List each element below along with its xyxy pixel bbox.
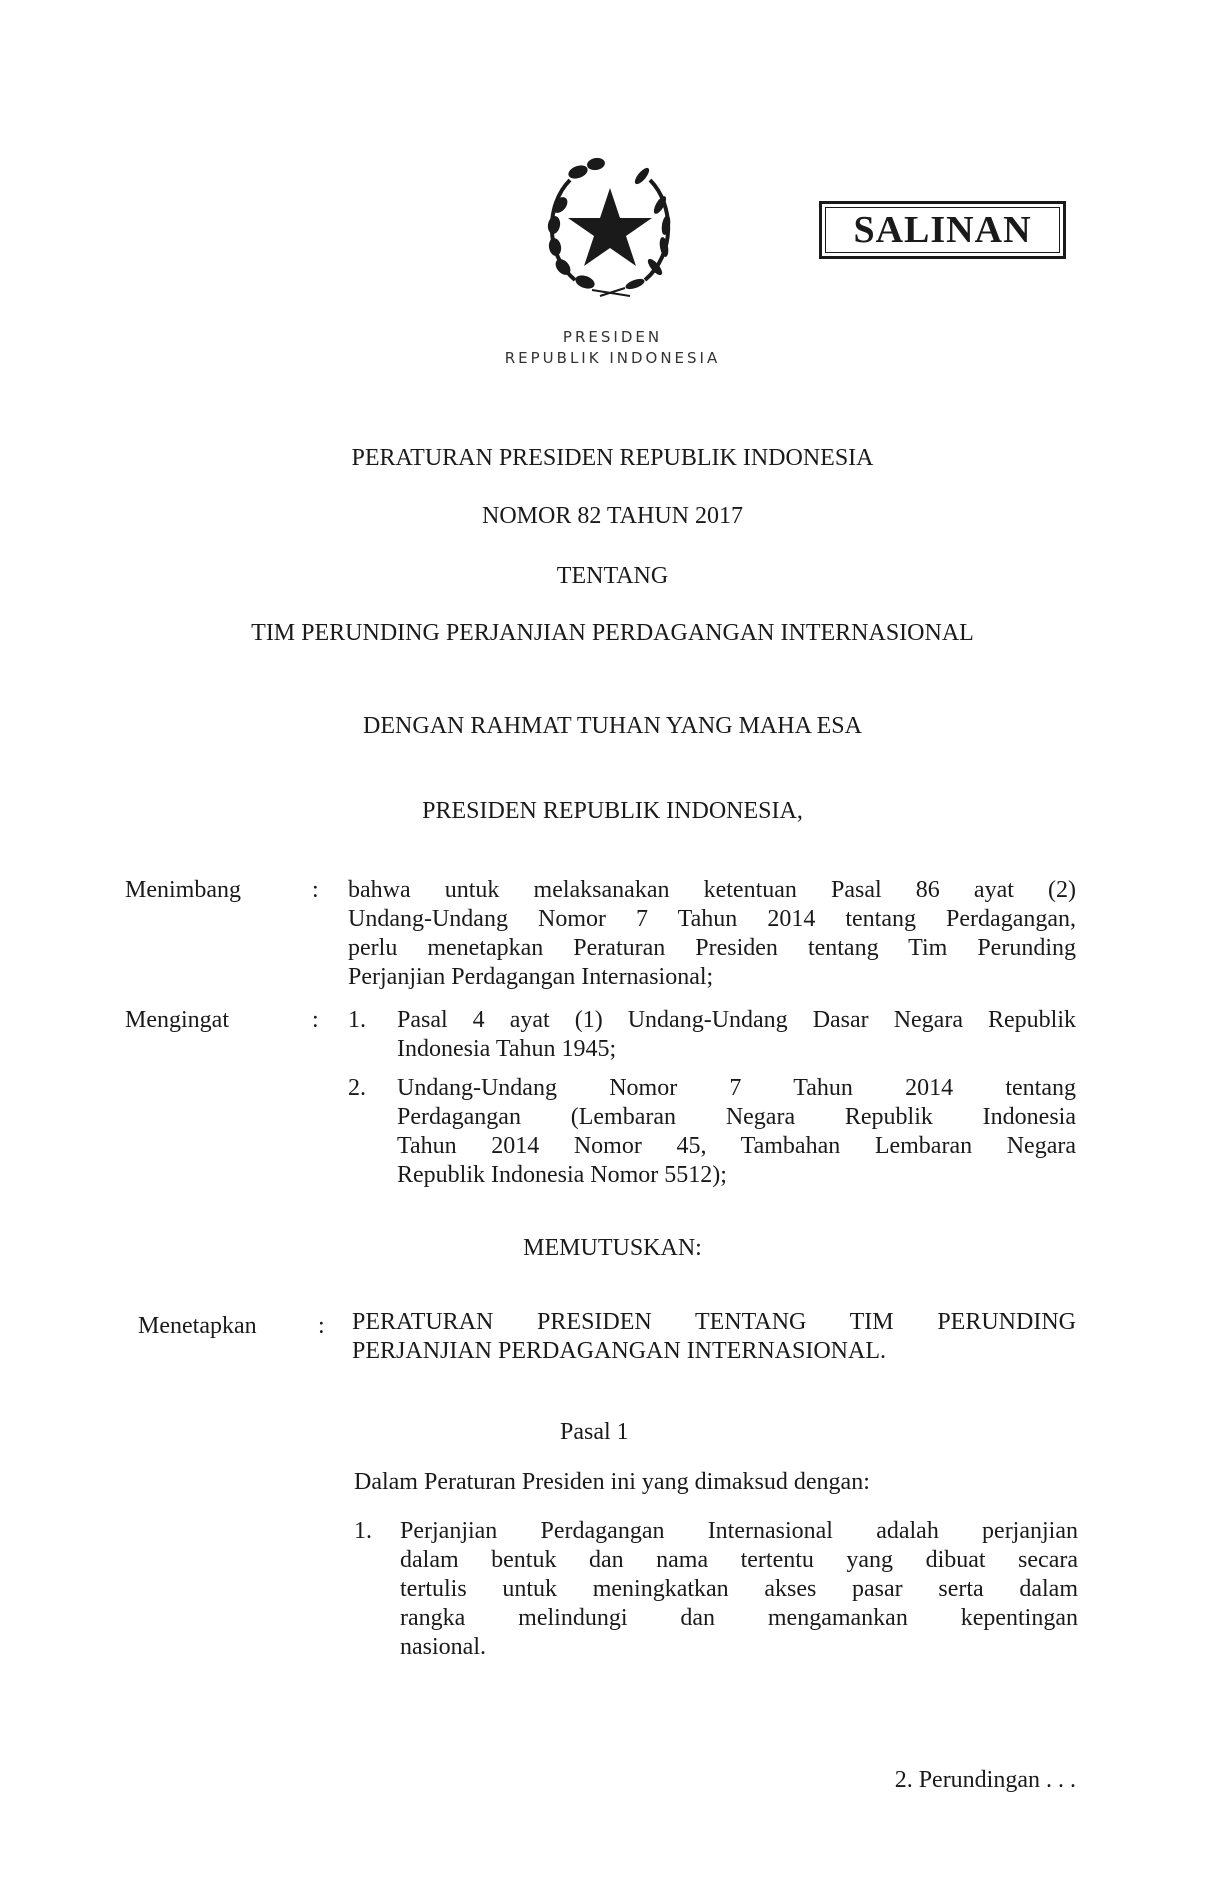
mengingat-item (397, 1074, 1076, 1190)
mengingat-item-line: Pasal 4 ayat (1) Undang-Undang Dasar Negara Republik (397, 1007, 1076, 1033)
mengingat-item (397, 1006, 1076, 1064)
title-subject: TIM PERUNDING PERJANJIAN PERDAGANGAN INTERNASIONAL (251, 620, 974, 646)
menetapkan-label: Menetapkan (138, 1313, 257, 1339)
menetapkan-line: PERATURAN PRESIDEN TENTANG TIM PERUNDING (352, 1309, 1076, 1335)
next-page-catchword: 2. Perundingan . . . (894, 1767, 1076, 1793)
mengingat-item-line: Undang-Undang Nomor 7 Tahun 2014 tentang (397, 1075, 1076, 1101)
mengingat-item-number: 2. (348, 1075, 366, 1101)
preamble-presiden: PRESIDEN REPUBLIK INDONESIA, (422, 798, 803, 824)
mengingat-label: Mengingat (125, 1007, 229, 1033)
mengingat-item-number: 1. (348, 1007, 366, 1033)
pasal-1-item (400, 1517, 1078, 1662)
menimbang-line: Perjanjian Perdagangan Internasional; (348, 964, 714, 990)
menimbang-line: Undang-Undang Nomor 7 Tahun 2014 tentang Perdagangan, (348, 906, 1076, 932)
mengingat-item-line: Perdagangan (Lembaran Negara Republik Indonesia (397, 1104, 1076, 1130)
menimbang-line: perlu menetapkan Peraturan Presiden tentang Tim Perunding (348, 935, 1076, 961)
title-peraturan: PERATURAN PRESIDEN REPUBLIK INDONESIA (351, 445, 874, 471)
menetapkan-colon: : (318, 1313, 325, 1339)
menetapkan-line: PERJANJIAN PERDAGANGAN INTERNASIONAL. (352, 1338, 886, 1364)
title-tentang: TENTANG (556, 563, 669, 589)
title-nomor: NOMOR 82 TAHUN 2017 (482, 503, 743, 529)
letterhead-presiden: PRESIDEN (562, 328, 663, 346)
pasal-1-item-line: nasional. (400, 1634, 486, 1660)
letterhead-republik: REPUBLIK INDONESIA (504, 349, 721, 367)
pasal-1-item-line: dalam bentuk dan nama tertentu yang dibuat secara (400, 1547, 1078, 1573)
memutuskan-heading: MEMUTUSKAN: (523, 1235, 702, 1261)
menimbang-text (348, 876, 1076, 992)
salinan-stamp (819, 201, 1066, 259)
mengingat-item-line: Tahun 2014 Nomor 45, Tambahan Lembaran Negara (397, 1133, 1076, 1159)
pasal-1-item-line: Perjanjian Perdagangan Internasional adalah perjanjian (400, 1518, 1078, 1544)
menimbang-colon: : (312, 877, 319, 903)
preamble-rahmat: DENGAN RAHMAT TUHAN YANG MAHA ESA (363, 713, 862, 739)
pasal-1-item-line: rangka melindungi dan mengamankan kepentingan (400, 1605, 1078, 1631)
mengingat-item-line: Republik Indonesia Nomor 5512); (397, 1162, 727, 1188)
garuda-star-emblem-icon (530, 150, 690, 310)
mengingat-colon: : (312, 1007, 319, 1033)
menimbang-line: bahwa untuk melaksanakan ketentuan Pasal 86 ayat (2) (348, 877, 1076, 903)
menimbang-label: Menimbang (125, 877, 241, 903)
salinan-label: SALINAN (853, 209, 1032, 251)
mengingat-item-line: Indonesia Tahun 1945; (397, 1036, 617, 1062)
pasal-1-intro: Dalam Peraturan Presiden ini yang dimaksud dengan: (354, 1469, 870, 1495)
pasal-1-item-line: tertulis untuk meningkatkan akses pasar serta dalam (400, 1576, 1078, 1602)
menetapkan-text (352, 1308, 1076, 1366)
pasal-1-heading: Pasal 1 (560, 1419, 629, 1445)
pasal-1-item-number: 1. (354, 1518, 372, 1544)
